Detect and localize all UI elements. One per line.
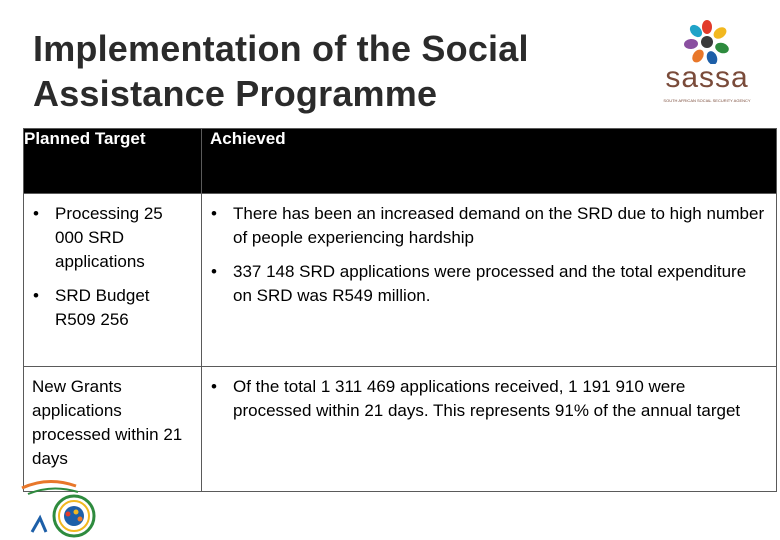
sassa-logo [652,18,762,114]
planned-item: • SRD Budget R509 256 [32,284,193,332]
header-achieved: Achieved [202,129,777,194]
achieved-item: • Of the total 1 311 469 applications received, 1 191 910 were processed within 21 days. This represents 91% of the annual target [210,375,768,423]
planned-text: New Grants applications processed within 21 days [32,377,183,468]
achieved-item: • There has been an increased demand on the SRD due to high number of people experiencing hardship [210,202,768,250]
sassa-wordmark: sassa [665,61,749,94]
table-row [24,367,777,492]
achieved-item: • 337 148 SRD applications were processed and the total expenditure on SRD was R549 million. [210,260,768,308]
header-planned-target: Planned Target [24,129,202,194]
achieved-cell [202,194,777,367]
planned-cell [24,367,202,492]
slide-title-line-2: Assistance Programme [33,73,438,114]
table-header-row [24,129,777,194]
achieved-cell [202,367,777,492]
slide-title [33,26,633,116]
planned-item: • Processing 25 000 SRD applications [32,202,193,274]
sassa-hands-icon [652,18,762,64]
slide-title-line-1: Implementation of the Social [33,28,529,69]
planned-cell [24,194,202,367]
table-row [24,194,777,367]
anniversary-emblem-icon [18,478,110,538]
targets-table [23,128,777,492]
sassa-tagline: SOUTH AFRICAN SOCIAL SECURITY AGENCY [663,98,751,103]
